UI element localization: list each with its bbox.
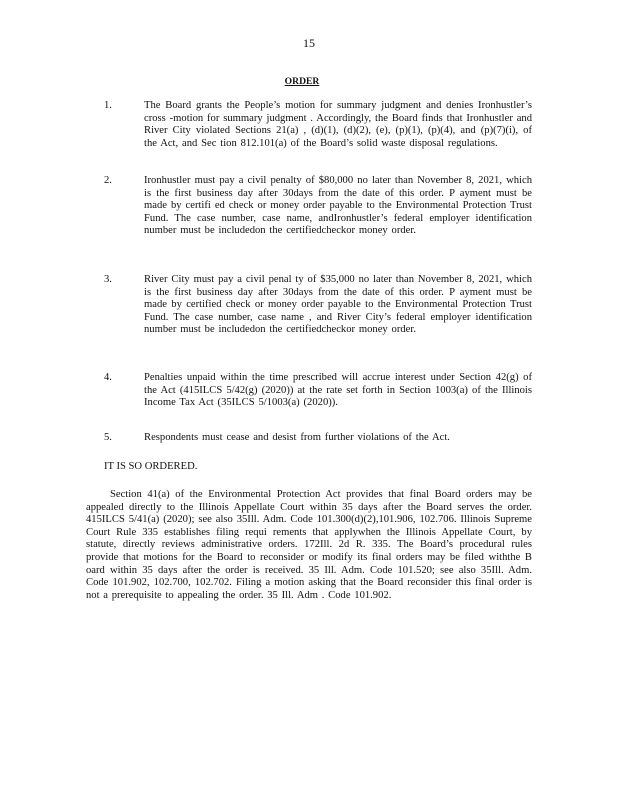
order-item-text: The Board grants the People’s motion for summary judgment and denies Ironhustler’s cross -motion for summary judgment . Accordingly, the Board finds that Ironhustler and River City violated Sections 21(a) , (d)(1), (d)(2), (e), (p)(1), (p)(4), and (p)(7)(i), of the Act, and Sec tion 812.101(a) of the Board’s solid waste disposal regulations. [144,100,532,149]
order-list [104,100,532,458]
order-item-number: 4. [104,372,112,383]
order-heading [0,76,618,87]
order-item-number: 3. [104,274,112,285]
order-item [104,274,532,372]
order-item-text: Respondents must cease and desist from further violations of the Act. [144,432,450,443]
so-ordered-statement: IT IS SO ORDERED. [104,461,198,472]
order-item-number: 5. [104,432,112,443]
order-item [104,432,532,458]
page-number: 15 [303,36,315,50]
order-item-text: Ironhustler must pay a civil penalty of $80,000 no later than November 8, 2021, which is the first business day after 30days from the date of this order. P ayment must be made by certifi ed check or money order payable to the Environmental Protection Trust Fund. The case number, case name, andIronhustler’s federal employer identification number must be includedon the certifiedcheckor money order. [144,175,532,237]
order-item [104,372,532,432]
order-item-text: Penalties unpaid within the time prescribed will accrue interest under Section 42(g) of the Act (415ILCS 5/42(g) (2020)) at the rate set forth in Section 1003(a) of the Illinois Income Tax Act (35ILCS 5/1003(a) (2020)). [144,372,532,409]
order-item [104,100,532,175]
order-item-text: River City must pay a civil penal ty of $35,000 no later than November 8, 2021, which is the first business day after 30days from the date of this order. P ayment must be made by certified check or money order payable to the Environmental Protection Trust Fund. The case number, case name , and River City’s federal employer identification number must be includedon the certifiedcheckor money order. [144,274,532,336]
order-item [104,175,532,274]
order-item-number: 2. [104,175,112,186]
appeal-rights-paragraph: Section 41(a) of the Environmental Protection Act provides that final Board orders may be appealed directly to the Illinois Appellate Court within 35 days after the Board serves the order. 415ILCS 5/41(a) (2020); see also 35Ill. Adm. Code 101.300(d)(2),101.906, 102.706. Illinois Supreme Court Rule 335 establishes filing requi rements that applywhen the Illinois Appellate Court, by statute, directly reviews administrative orders. 172Ill. 2d R. 335. The Board’s procedural rules provide that motions for the Board to reconsider or modify its final orders may be filed withthe B oard within 35 days after the order is received. 35 Ill. Adm. Code 101.520; see also 35Ill. Adm. Code 101.902, 102.700, 102.702. Filing a motion asking that the Board reconsider this final order is not a prerequisite to appealing the order. 35 Ill. Adm . Code 101.902. [86,489,532,601]
order-item-number: 1. [104,100,112,111]
order-heading-text: ORDER [284,76,320,87]
